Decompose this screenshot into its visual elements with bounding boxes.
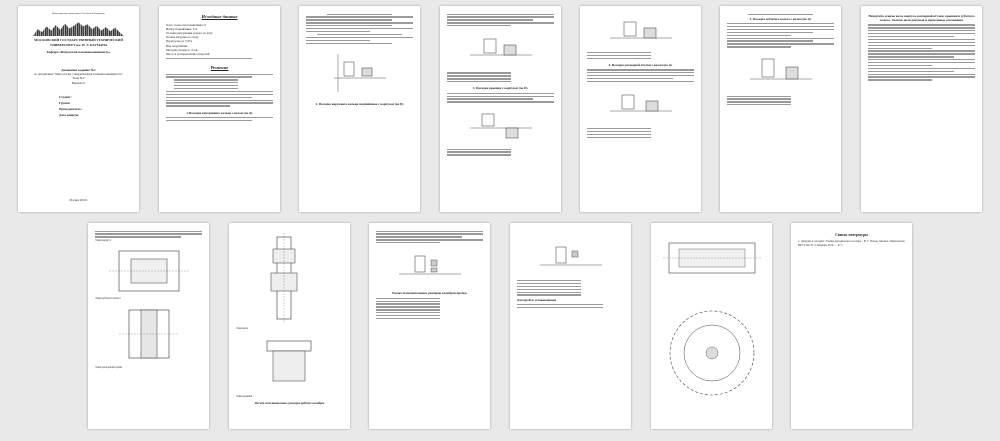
section-heading: 3. Посадка крышки с корпусом (по D). — [472, 86, 529, 91]
text-line — [727, 38, 834, 39]
formula-line — [517, 283, 581, 284]
section-heading: Начертить эскизы вала, корпуса, распорной втулки, крышки и зубчатого колеса. Указать поля допусков и предельные отклонения — [868, 14, 975, 23]
text-line — [306, 43, 392, 44]
text-line — [376, 242, 440, 243]
section-caption: Расчет исполнительных размеров рабочих калибров — [254, 401, 325, 406]
formula-line — [376, 306, 440, 307]
sketch-label: Эскиз вала — [236, 327, 248, 330]
tolerance-diagram-6 — [746, 51, 816, 93]
text-line — [166, 102, 273, 103]
formula-line — [376, 312, 440, 313]
initial-data-title: Исходные данные — [201, 14, 238, 19]
section-heading: 4. Посадка распорной втулки с валом (по d). — [608, 63, 673, 68]
tolerance-diagram-2 — [466, 29, 536, 69]
page-calipers — [369, 223, 490, 429]
caliper-diagram — [395, 246, 465, 288]
text-line — [587, 81, 694, 82]
text-line — [174, 85, 238, 86]
sketch-label: Эскиз зубчатого колеса — [95, 297, 121, 301]
text-line — [174, 88, 238, 89]
page-references — [791, 223, 912, 429]
formula-line — [727, 98, 791, 99]
param-line: Условия нагружения кольца: по валу — [166, 30, 213, 35]
formula-line — [748, 14, 812, 15]
tolerance-diagram-5 — [606, 85, 676, 125]
formula-line — [327, 14, 391, 15]
text-line — [447, 93, 554, 94]
shaft-sketch — [237, 233, 343, 323]
topic-name: "Тема №1" — [71, 76, 86, 81]
formula-line — [376, 315, 440, 316]
text-line — [868, 65, 932, 66]
text-line — [95, 231, 202, 232]
page-calc-2 — [440, 6, 561, 212]
text-line — [306, 16, 413, 17]
formula-line — [517, 292, 581, 293]
text-line — [166, 105, 230, 106]
section-heading: 2. Посадка наружного кольца подшипника с корпусом (по D) — [315, 101, 404, 106]
param-line: Материал корпуса: сталь — [166, 47, 198, 52]
text-line — [868, 33, 975, 34]
text-line — [727, 35, 791, 36]
param-line: Число и распределение отверстий — [166, 51, 210, 56]
text-line — [868, 53, 975, 54]
formula-line — [447, 149, 511, 150]
text-line — [727, 26, 834, 27]
text-line — [306, 19, 392, 20]
text-line — [166, 120, 252, 121]
tolerance-diagram-4 — [606, 14, 676, 50]
text-line — [868, 36, 954, 37]
formula-line — [447, 151, 511, 152]
text-line — [166, 100, 273, 101]
role-date: Дата защиты: — [59, 112, 80, 117]
text-line — [868, 76, 975, 77]
formula-line — [376, 298, 440, 299]
tolerance-diagram-3 — [466, 106, 536, 146]
text-line — [868, 27, 975, 28]
text-line — [868, 30, 975, 31]
text-line — [868, 68, 975, 69]
text-line — [306, 40, 370, 41]
formula-line — [727, 96, 791, 97]
course-name: по дисциплине "Метрология, стандартизация и взаимозаменяемость" — [34, 72, 123, 77]
page-sketch-2 — [229, 223, 350, 429]
text-line — [376, 233, 483, 234]
param-line: Класс точности подшипника: 0 — [166, 22, 206, 27]
text-line — [166, 97, 252, 98]
text-line — [166, 94, 273, 95]
formula-line — [517, 289, 581, 290]
formula-line — [587, 55, 651, 56]
text-line — [587, 78, 673, 79]
text-line — [868, 56, 954, 57]
formula-line — [447, 75, 511, 76]
page-calc-1 — [299, 6, 420, 212]
formula-line — [727, 104, 791, 105]
text-line — [166, 58, 252, 59]
university-name: МОСКОВСКИЙ ГОСУДАРСТВЕННЫЙ ТЕХНИЧЕСКИЙ УНИВЕРСИТЕТ им. Н. Э. БАУМАНА — [34, 38, 123, 47]
role-student: Студент: — [59, 94, 72, 99]
text-line — [727, 46, 791, 47]
formula-line — [317, 34, 403, 35]
text-line — [447, 101, 554, 102]
formula-line — [587, 52, 651, 53]
text-line — [166, 91, 273, 92]
text-line — [517, 307, 603, 308]
city-year: Москва 2016г. — [69, 197, 88, 202]
reference-item: 1. Допуски и посадки: Учебно-методическое пособие / В. Г. Попов, Москва: Издательство МГТУ им. Н. Э. Баумана, 2012. — 47 с. — [798, 240, 905, 247]
text-line — [447, 14, 554, 15]
page-drawing — [651, 223, 772, 429]
param-line: Номер подшипника: 312 — [166, 26, 198, 31]
section-heading: Расчет исполнительных размеров калибров-пробок — [392, 291, 467, 296]
text-line — [868, 50, 975, 51]
text-line — [868, 74, 975, 75]
text-line — [587, 75, 694, 76]
page-calc-5 — [861, 6, 982, 212]
text-line — [166, 76, 252, 77]
tolerance-diagram-1 — [330, 48, 390, 98]
gear-sketch — [99, 304, 199, 364]
text-line — [868, 59, 975, 60]
sketch-label: Эскиз корпуса — [95, 239, 111, 243]
text-line — [868, 79, 932, 80]
university-logo-icon — [33, 22, 124, 36]
section-heading: 1.Посадки внутреннего кольца с валом (по d). — [186, 110, 253, 115]
text-line — [868, 48, 932, 49]
text-line — [447, 19, 533, 20]
text-line — [587, 72, 694, 73]
text-line — [306, 28, 413, 29]
text-line — [727, 43, 834, 44]
text-line — [376, 236, 462, 237]
sketch-label: Эскиз крышки — [236, 395, 253, 399]
param-line: Перегрузка до 150% — [166, 39, 192, 44]
page-calc-3 — [580, 6, 701, 212]
formula-line — [587, 128, 651, 129]
page-cover — [18, 6, 139, 212]
formula-line — [376, 309, 440, 310]
text-line — [376, 231, 483, 232]
text-line — [306, 37, 413, 38]
text-line — [95, 233, 202, 234]
page-calipers-2 — [510, 223, 631, 429]
text-line — [868, 62, 975, 63]
text-line — [727, 40, 813, 41]
work-title: Домашнее задание №1 — [61, 68, 96, 72]
text-line — [868, 45, 975, 46]
text-line — [868, 42, 975, 43]
formula-line — [447, 72, 511, 73]
text-line — [727, 32, 813, 33]
text-line — [166, 74, 273, 75]
formula-line — [517, 280, 581, 281]
text-line — [447, 16, 554, 17]
formula-line — [447, 78, 511, 79]
solution-title: Решение — [210, 65, 229, 71]
text-line — [447, 22, 554, 23]
sketch-label: Эскиз распорной втулки — [95, 365, 122, 369]
formula-line — [447, 81, 511, 82]
housing-sketch — [99, 245, 199, 295]
text-line — [376, 239, 483, 240]
param-line: Осевая нагрузка на опору — [166, 35, 199, 40]
page-initial-data — [159, 6, 280, 212]
formula-line — [376, 303, 440, 304]
formula-line — [587, 58, 651, 59]
formula-line — [727, 101, 791, 102]
references-title: Список литературы — [835, 233, 868, 237]
text-line — [174, 82, 238, 83]
plug-gauge-diagram — [536, 235, 606, 277]
param-line: Вид нагружения: — [166, 43, 188, 48]
formula-line — [587, 131, 651, 132]
role-group: Группа: — [59, 100, 71, 105]
ministry-header: Министерство образования Российской Федерации — [52, 12, 105, 15]
page-calc-4 — [720, 6, 841, 212]
role-teacher: Преподаватель: — [59, 106, 82, 111]
text-line — [727, 23, 834, 24]
text-line — [447, 98, 533, 99]
formula-line — [517, 294, 581, 295]
formula-line — [447, 154, 511, 155]
text-line — [166, 117, 273, 118]
text-line — [727, 29, 834, 30]
assembly-drawing — [659, 233, 765, 423]
formula-line — [587, 134, 651, 135]
section-heading: Для пробок устанавливаем — [517, 297, 557, 302]
variant-number: Вариант 6 — [72, 80, 85, 85]
page-sketch-1 — [88, 223, 209, 429]
text-line — [306, 25, 392, 26]
text-line — [868, 24, 975, 25]
formula-line — [587, 137, 651, 138]
text-line — [95, 236, 181, 237]
section-heading: 5. Посадка зубчатого колеса с валом (по d). — [749, 16, 812, 21]
formula-line — [376, 318, 440, 319]
text-line — [517, 304, 603, 305]
text-line — [306, 31, 370, 32]
text-line — [587, 69, 694, 70]
cover-sketch — [237, 333, 343, 393]
formula-line — [376, 301, 440, 302]
formula-line — [517, 286, 581, 287]
text-line — [868, 39, 975, 40]
text-line — [447, 25, 511, 26]
text-line — [174, 79, 238, 80]
text-line — [306, 22, 413, 23]
department-name: Кафедра «Метрология и взаимозаменяемость» — [46, 49, 111, 54]
text-line — [868, 71, 954, 72]
text-line — [447, 96, 554, 97]
